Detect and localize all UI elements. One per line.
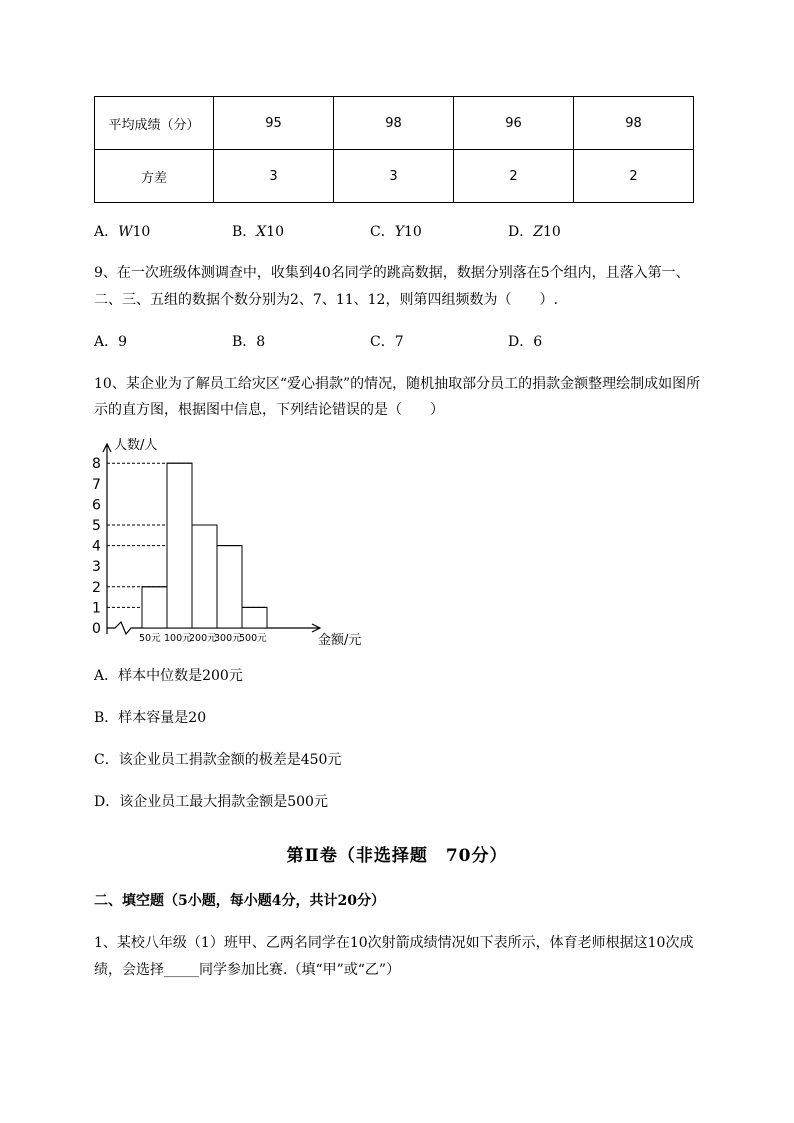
- q10-option-b: B．样本容量是20: [94, 710, 207, 726]
- table-cell: 96: [454, 97, 574, 150]
- table-cell: 98: [574, 97, 694, 150]
- q9-line-2: 二、三、五组的数据个数分别为2、7、11、12，则第四组频数为（ ）.: [94, 292, 558, 308]
- y-tick-label: 4: [92, 538, 101, 555]
- table-cell: 2: [574, 150, 694, 203]
- y-tick-label: 7: [92, 476, 101, 493]
- y-tick-label: 5: [92, 518, 101, 534]
- q10-line-1: 10、某企业为了解员工给灾区“爱心捐款”的情况，随机抽取部分员工的捐款金额整理绘制成如图所: [94, 376, 701, 392]
- table-row-header: 平均成绩（分）: [95, 97, 214, 150]
- x-tick-label: 100元: [164, 633, 192, 644]
- table-row-header: 方差: [95, 150, 214, 203]
- option-number: 10: [132, 224, 151, 240]
- x-tick-label: 300元: [214, 633, 242, 644]
- x-axis-label: 金额/元: [318, 633, 362, 648]
- q8-options: [94, 222, 694, 242]
- bar-3: [217, 546, 242, 628]
- fill-q1-line-2: 绩，会选择_____同学参加比赛.（填“甲”或“乙”）: [94, 962, 401, 978]
- section-heading: 二、填空题（5小题，每小题4分，共计20分）: [94, 893, 385, 909]
- table-cell: 2: [454, 150, 574, 203]
- table-row: [95, 150, 694, 203]
- chart-y-ticks: [92, 456, 101, 637]
- bar-2: [192, 525, 217, 628]
- y-tick-label: 2: [92, 579, 101, 596]
- q9-line-1: 9、在一次班级体测调查中，收集到40名同学的跳高数据，数据分别落在5个组内，且落入第一、: [94, 265, 690, 281]
- table-row: [95, 97, 694, 150]
- q10-option-c: C．该企业员工捐款金额的极差是450元: [94, 752, 342, 768]
- fill-q1-line-1: 1、某校八年级（1）班甲、乙两名同学在10次射箭成绩情况如下表所示，体育老师根据这10次成: [94, 935, 694, 951]
- table-cell: 98: [334, 97, 454, 150]
- x-tick-label: 500元: [239, 633, 267, 644]
- option-c: [370, 222, 422, 242]
- option-a: [94, 222, 150, 242]
- chart-x-ticks: [139, 633, 267, 644]
- option-variable: Z: [533, 224, 543, 240]
- option-letter: C．: [370, 224, 395, 240]
- y-tick-label: 8: [92, 456, 101, 473]
- option-number: 10: [542, 224, 561, 240]
- q10-option-a: A．样本中位数是200元: [94, 668, 243, 684]
- table-cell: 95: [214, 97, 334, 150]
- x-tick-label: 200元: [189, 633, 217, 644]
- option-d: [508, 222, 561, 242]
- bar-0: [142, 587, 167, 628]
- y-tick-label: 6: [92, 497, 101, 514]
- y-tick-label: 0: [92, 621, 101, 637]
- option-letter: A．: [94, 224, 119, 240]
- table-cell: 3: [214, 150, 334, 203]
- option-variable: X: [256, 224, 267, 240]
- option-variable: Y: [394, 224, 404, 240]
- y-axis-label: 人数/人: [114, 438, 158, 453]
- option-letter: D．: [508, 224, 534, 240]
- option-variable: W: [118, 224, 133, 240]
- option-a: A．9: [94, 334, 128, 350]
- option-letter: B．: [232, 224, 257, 240]
- option-d: D．6: [508, 334, 543, 350]
- bar-4: [242, 607, 267, 628]
- q10-line-2: 示的直方图，根据图中信息，下列结论错误的是（ ）: [94, 402, 444, 418]
- x-tick-label: 50元: [139, 633, 161, 644]
- y-tick-label: 1: [92, 600, 101, 617]
- bar-1: [167, 463, 192, 628]
- option-number: 10: [403, 224, 422, 240]
- chart-bars: [142, 463, 267, 628]
- y-tick-label: 3: [92, 559, 101, 576]
- table-cell: 3: [334, 150, 454, 203]
- option-b: B．8: [232, 334, 266, 350]
- option-c: C．7: [370, 334, 404, 350]
- score-table: [94, 96, 694, 203]
- option-b: [232, 222, 284, 242]
- option-number: 10: [266, 224, 285, 240]
- q9-options: [94, 332, 694, 352]
- section-title: 第Ⅱ卷（非选择题 70分）: [286, 846, 508, 866]
- histogram-chart: [84, 432, 384, 654]
- q10-option-d: D．该企业员工最大捐款金额是500元: [94, 794, 328, 810]
